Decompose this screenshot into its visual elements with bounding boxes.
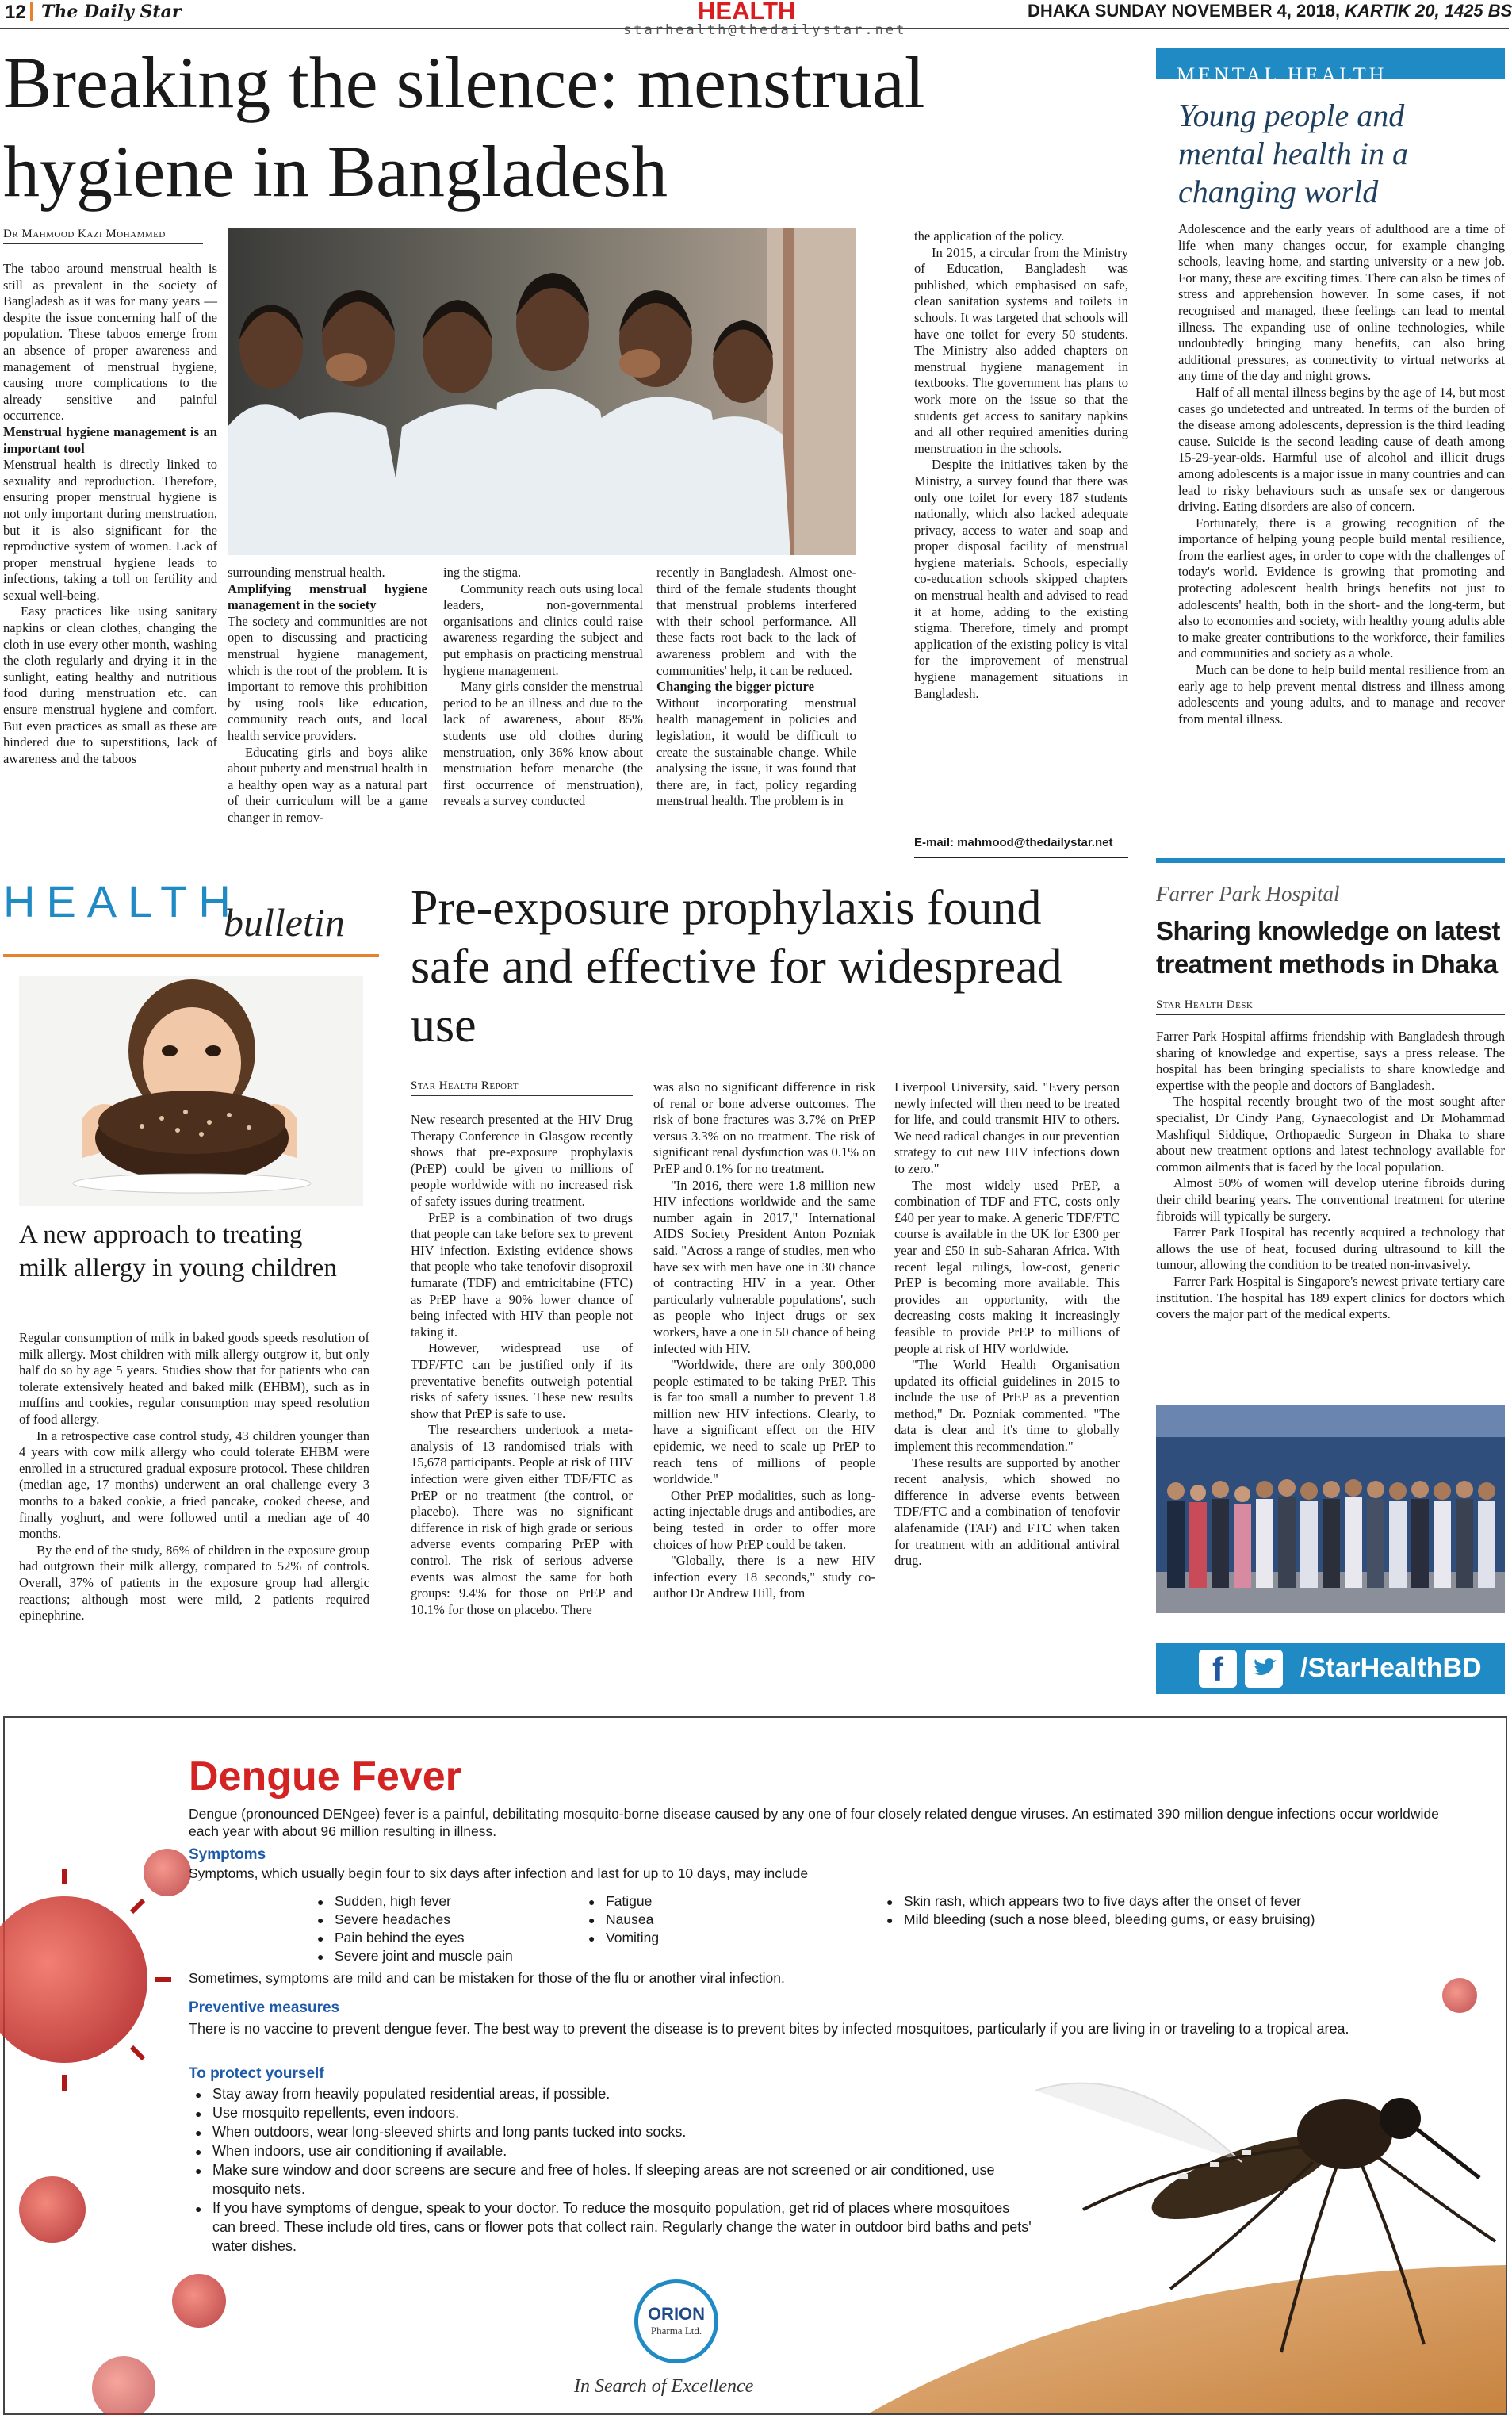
- paragraph: In a retrospective case control study, 43 children younger than 4 years with cow milk allergy who could tolerate EHBM were enrolled in a structured gradual exposure protocol. These children (median age, 17 months) underwent an oral challenge every 3 months to a baked cookie, a fried pancake, cooked cheese, and finally yoghurt, and were followed until a median age of 40 months.: [19, 1428, 369, 1542]
- mental-health-box: [1156, 48, 1505, 86]
- paragraph: the application of the policy.: [914, 228, 1065, 243]
- header-rule: [0, 28, 1509, 29]
- paragraph: The hospital recently brought two of the most sought after specialist, Dr Cindy Pang, Gynaecologist and Dr Mohammad Mashfiqul Siddique, Orthopaedic Surgeon in Dhaka to share about new treatment options and latest technology available for common ailments that is faced by the local population.: [1156, 1094, 1505, 1175]
- subheading: Menstrual hygiene management is an important tool: [3, 424, 217, 456]
- lead-column-5: [914, 228, 1128, 702]
- symptoms-list-1: [317, 1892, 513, 1965]
- dateline-english: DHAKA SUNDAY NOVEMBER 4, 2018,: [1028, 1, 1341, 21]
- farrer-kicker: Farrer Park Hospital: [1156, 882, 1340, 906]
- protect-item: ● Use mosquito repellents, even indoors.: [195, 2103, 1035, 2122]
- protect-heading: To protect yourself: [189, 2065, 324, 2082]
- lead-column-1: [3, 261, 217, 767]
- paragraph: By the end of the study, 86% of children in the exposure group had outgrown their milk allergy, compared to 52% of controls. Overall, 37% of patients in the exposure group had allergic reactions; although most were mild, 2 patients required epinephrine.: [19, 1542, 369, 1623]
- paragraph: surrounding menstrual health.: [228, 565, 385, 580]
- twitter-bird-glyph: [1245, 1650, 1283, 1688]
- dengue-intro: Dengue (pronounced DENgee) fever is a painful, debilitating mosquito-borne disease caused by any one of four closely related dengue viruses. An estimated 390 million dengue infections occur worldwide each year with about 96 million resulting in illness.: [189, 1806, 1439, 1839]
- subheading: Amplifying menstrual hygiene management in the society: [228, 581, 427, 613]
- lead-photo-schoolgirls: [228, 228, 856, 555]
- paragraph: The most widely used PrEP, a combination of TDF and FTC, costs only £40 per year to make. A generic TDF/FTC course is available in the UK for £300 per year and £50 in sub-Saharan Africa. With recent legal rulings, low-cost, generic PrEP is becoming more available. This provides an opportunity, with the decreasing costs making it increasingly feasible to provide PrEP to millions of people at risk of HIV worldwide.: [894, 1177, 1120, 1356]
- bulletin-body: [19, 1330, 369, 1624]
- masthead: [0, 0, 1512, 38]
- paragraph: New research presented at the HIV Drug Therapy Conference in Glasgow recently shows that pre-exposure prophylaxis (PrEP) could be given to millions of people worldwide with no increased risk of safety issues during treatment.: [411, 1112, 633, 1209]
- lead-headline: Breaking the silence: menstrual hygiene in Bangladesh: [3, 42, 925, 212]
- page-number: 12: [5, 2, 26, 23]
- symptom-item: ● Skin rash, which appears two to five days after the onset of fever: [886, 1892, 1315, 1911]
- paragraph: PrEP is a combination of two drugs that people can take before sex to prevent HIV infection. Existing evidence shows that people who take tenofovir disoproxil fumarate (TDF) and emtricitabine (FTC) as PrEP have a 90% lower chance of being infected with HIV than people not taking it.: [411, 1209, 633, 1340]
- paragraph: "The World Health Organisation updated its official guidelines in 2015 to include the use of PrEP as a prevention method," Dr. Pozniak commented. "The data is clear and it's time to globally implement this recommendation.": [894, 1357, 1120, 1455]
- farrer-body: [1156, 1029, 1505, 1323]
- schoolgirls-illustration: [228, 228, 856, 555]
- paragraph: Liverpool University, said. "Every person newly infected will then need to be treated for life, and could transmit HIV to others. We need radical changes in our prevention strategy to cut new HIV infections down to zero.": [894, 1079, 1120, 1176]
- social-handle[interactable]: /StarHealthBD: [1300, 1653, 1482, 1683]
- social-banner: [1156, 1643, 1505, 1694]
- paragraph: Much can be done to help build mental resilience from an early age to help prevent mental distress and illness among adolescents and young adults, and to manage and recover from mental illness.: [1178, 662, 1505, 726]
- symptom-item: ● Severe headaches: [317, 1911, 513, 1929]
- dengue-title: Dengue Fever: [189, 1754, 461, 1800]
- sponsor-logo: [634, 2279, 718, 2363]
- paragraph: Educating girls and boys alike about puberty and menstrual health in a healthy open way as a natural part of their curriculum will be a game changer in remov-: [228, 744, 427, 825]
- bulletin-orange-rule: [3, 954, 379, 957]
- symptom-item: ● Pain behind the eyes: [317, 1929, 513, 1947]
- prep-headline: Pre-exposure prophylaxis found safe and effective for widespread use: [411, 881, 1062, 1052]
- paragraph: Adolescence and the early years of adulthood are a time of life when many changes occur, for example changing schools, leaving home, and starting university or a new job. For many, these are exciting times. There can also be times of stress and apprehension however. In some cases, if not recognised and managed, these feelings can lead to mental illness. The expanding use of online technologies, while undoubtedly bringing many benefits, can also bring additional pressures, as connectivity to virtual networks at any time of the day and night grows.: [1178, 221, 1505, 384]
- paragraph: recently in Bangladesh. Almost one-third of the female students thought that menstrual problems interfered with their school performance. All these facts root back to the lack of awareness problem and with the communities' help, it can be reduced.: [656, 565, 856, 678]
- paragraph: "Worldwide, there are only 300,000 people estimated to be taking PrEP. This is far too small a number to prevent 1.8 million new HIV infections. Clearly, to have a significant effect on the HIV epidemic, we need to scale up PrEP to reach tens of millions of people worldwide.": [653, 1357, 875, 1487]
- bulletin-word-bulletin: bulletin: [224, 900, 345, 945]
- paragraph: Community reach outs using local leaders, non-governmental organisations and clinics could raise awareness regarding the subject and put emphasis on practicing menstrual hygiene management.: [443, 581, 643, 678]
- paragraph: Without incorporating menstrual health management in policies and legislation, it would be difficult to create the sustainable change. While analysing the issue, it was found that there are, in fact, policy regarding menstrual health. The problem is in: [656, 695, 856, 809]
- paragraph: Fortunately, there is a growing recognition of the importance of helping young people build mental resilience, from the earliest ages, in order to cope with the challenges of today's world. Evidence is growing that promoting and protecting adolescent health brings benefits not just to adolescents' health, both in the short- and the long-term, but also to economies and society, with healthy young adults able to make greater contributions to the workforce, their families and communities and society as a whole.: [1178, 515, 1505, 661]
- protect-item: ● Stay away from heavily populated residential areas, if possible.: [195, 2084, 1035, 2103]
- sponsor-name: ORION: [647, 2304, 706, 2324]
- paragraph: These results are supported by another recent analysis, which showed no difference in adverse events between TDF/FTC and a combination of tenofovir alafenamide (TAF) and FTC when taken for treatment with an additional antiviral drug.: [894, 1455, 1120, 1569]
- group-photo-illustration: [1156, 1405, 1505, 1613]
- paragraph: Farrer Park Hospital affirms friendship with Bangladesh through sharing of knowledge and expertise, says a press release. The hospital has been bringing specialists to share knowledge and expertise with the people and doctors of Bangladesh.: [1156, 1029, 1505, 1093]
- paragraph: In 2015, a circular from the Ministry of Education, Bangladesh was published, which emphasised on safe, clean sanitation systems and toilets in schools. It was targeted that schools will have one toilet for every 50 students. The Ministry also added chapters on menstrual hygiene management in textbooks. The government has plans to work more on the issue so that the students get access to sanitary napkins and all other required amenities during menstruation in the schools.: [914, 244, 1128, 456]
- symptom-item: ● Mild bleeding (such a nose bleed, bleeding gums, or easy bruising): [886, 1911, 1315, 1929]
- prep-column-1: [411, 1112, 633, 1618]
- protect-item: ● Make sure window and door screens are secure and free of holes. If sleeping areas are not screened or air conditioned, use mosquito nets.: [195, 2160, 1035, 2198]
- paragraph: The researchers undertook a meta-analysis of 13 randomised trials with 15,678 participants. People at risk of HIV infection were given either TDF/FTC as PrEP or no treatment (the control, or placebo). There was no significant difference in risk of high grade or serious adverse events comparing PrEP with control. The risk of serious adverse events was almost the same for both groups: 9.4% for those on PrEP and 10.1% for those on placebo. There: [411, 1422, 633, 1617]
- symptoms-list-2: [588, 1892, 659, 1947]
- farrer-byline: Star Health Desk: [1156, 999, 1505, 1015]
- lead-column-4: [656, 565, 856, 810]
- dateline: [1028, 1, 1512, 21]
- twitter-icon[interactable]: [1245, 1650, 1283, 1688]
- lead-column-2: [228, 565, 427, 826]
- prep-byline: Star Health Report: [411, 1079, 633, 1096]
- dengue-advert: [3, 1716, 1507, 2415]
- paragraph: Half of all mental illness begins by the age of 14, but most cases go undetected and untreated. In terms of the burden of the disease among adolescents, depression is the third leading cause. Suicide is the second leading cause of death among 15-29-year-olds. Harmful use of alcohol and illicit drugs among adolescents is a major issue in many countries and can lead to risky behaviours such as unsafe sex or dangerous driving. Eating disorders are also of concern.: [1178, 384, 1505, 515]
- paragraph: Farrer Park Hospital is Singapore's newest private tertiary care institution. The hospital has 189 expert clinics for doctors which covers the major part of the medical experts.: [1156, 1273, 1505, 1322]
- bulletin-photo-girl-cake: [19, 976, 363, 1206]
- facebook-icon-letter: f: [1212, 1650, 1223, 1688]
- symptom-item: ● Severe joint and muscle pain: [317, 1947, 513, 1965]
- paragraph: Menstrual health is directly linked to sexuality and reproduction. Therefore, ensuring proper menstrual hygiene is not only important during menstruation, but it is also significant for the reproductive system of women. Lack of proper menstrual hygiene leads to infections, taking a toll on fertility and sexual well-being.: [3, 457, 217, 603]
- lead-column-3: [443, 565, 643, 810]
- symptoms-list-3: [886, 1892, 1315, 1929]
- protect-item: ● If you have symptoms of dengue, speak to your doctor. To reduce the mosquito population, get rid of places where mosquitoes can breed. These include old tires, cans or flower pots that collect rain. Regularly change the water in outdoor bird baths and pets' water dishes.: [195, 2198, 1035, 2256]
- mental-health-label: MENTAL HEALTH: [1177, 63, 1388, 86]
- lead-byline: Dr Mahmood Kazi Mohammed: [3, 228, 203, 244]
- paragraph: Almost 50% of women will develop uterine fibroids during their child bearing years. The conventional treatment for uterine fibroids will typically be surgery.: [1156, 1175, 1505, 1224]
- mental-health-headline: Young people and mental health in a changing world: [1178, 98, 1408, 209]
- paragraph: Despite the initiatives taken by the Ministry, a survey found that there was only one toilet for every 187 students nationally, which also lacked adequate privacy, access to water and soap and proper disposal facility of menstrual hygiene materials. Schools, especially co-education schools skipped chapters on menstrual health and advised to read it at home, adding to the existing stigma. Therefore, timely and prompt application of the existing policy is vital for the improvement of menstrual hygiene management situations in Bangladesh.: [914, 457, 1128, 701]
- symptom-item: ● Vomiting: [588, 1929, 659, 1947]
- protect-item: ● When outdoors, wear long-sleeved shirts and long pants tucked into socks.: [195, 2122, 1035, 2141]
- paragraph: However, widespread use of TDF/FTC can be justified only if its preventative benefits outweigh potential risks of safety issues. These new results show that PrEP is safe to use.: [411, 1340, 633, 1421]
- paragraph: ing the stigma.: [443, 565, 522, 580]
- lead-author-email: E-mail: mahmood@thedailystar.net: [914, 836, 1113, 849]
- paragraph: Easy practices like using sanitary napkins or clean clothes, changing the cloth in use every other month, washing the cloth regularly and drying it in the sunlight, eating healthy and nutritious food during menstruation etc. can ensure menstrual hygiene and comfort. But even practices as small as these are hindered due to superstitions, lack of awareness and the taboos: [3, 604, 217, 766]
- facebook-icon[interactable]: [1199, 1650, 1237, 1688]
- paragraph: Farrer Park Hospital has recently acquired a technology that allows the use of heat, focused during ultrasound to kill the tumour, allowing the condition to be treated non-invasively.: [1156, 1225, 1505, 1273]
- mild-symptoms-note: Sometimes, symptoms are mild and can be mistaken for those of the flu or another viral infection.: [189, 1970, 785, 1986]
- paper-name-logo: The Daily Star: [41, 2, 182, 22]
- lead-end-rule: [914, 857, 1128, 858]
- paragraph: Regular consumption of milk in baked goods speeds resolution of milk allergy. Most children with milk allergy outgrow it, but only half do so by age 5 years. Studies show that for patients who can tolerate extensively heated and baked milk (EHBM), such as in muffins and cookies, regular consumption may speed resolution of food allergy.: [19, 1330, 369, 1427]
- bulletin-headline: A new approach to treating milk allergy in young children: [19, 1221, 337, 1282]
- girl-eating-cake-illustration: [19, 976, 363, 1206]
- paragraph: The society and communities are not open to discussing and practicing menstrual hygiene management, which is the root of the problem. It is important to remove this prohibition by using tools like education, community reach outs, and local health service providers.: [228, 613, 427, 743]
- symptoms-heading: Symptoms: [189, 1846, 266, 1863]
- symptoms-intro: Symptoms, which usually begin four to six days after infection and last for up to 10 days, may include: [189, 1865, 809, 1881]
- subheading: Changing the bigger picture: [656, 679, 814, 695]
- prevent-heading: Preventive measures: [189, 1999, 340, 2016]
- protect-list: [195, 2084, 1035, 2256]
- symptom-item: ● Sudden, high fever: [317, 1892, 513, 1911]
- paragraph: was also no significant difference in risk of renal or bone adverse outcomes. The risk of bone fractures was 3.7% on PrEP versus 3.3% on no treatment. The risk of significant renal dysfunction was 0.1% on PrEP and 0.1% for no treatment.: [653, 1079, 875, 1176]
- mental-health-body: [1178, 221, 1505, 727]
- paragraph: The taboo around menstrual health is still as prevalent in the society of Bangladesh as it was for many years — despite the issue concerning half of the population. These taboos emerge from an absence of proper awareness and management of menstrual hygiene, causing more complications to the already sensitive and painful occurrence.: [3, 261, 217, 424]
- paragraph: "In 2016, there were 1.8 million new HIV infections worldwide and the same number again in 2017," International AIDS Society President Anton Pozniak said. "Across a range of studies, men who have sex with men have one in 30 chance of contracting HIV in a year. Other particularly vulnerable populations', such as people who inject drugs or sex workers, have a one in 50 chance of being infected with HIV.: [653, 1177, 875, 1356]
- page-number-divider: [30, 2, 33, 21]
- dateline-bangla: KARTIK 20, 1425 BS: [1345, 1, 1512, 21]
- prep-column-2: [653, 1079, 875, 1602]
- virus-large-icon: [0, 1869, 171, 2091]
- farrer-headline: Sharing knowledge on latest treatment methods in Dhaka: [1156, 916, 1500, 979]
- paragraph: "Globally, there is a new HIV infection every 18 seconds," study co-author Dr Andrew Hill, from: [653, 1553, 875, 1601]
- symptom-item: ● Fatigue: [588, 1892, 659, 1911]
- section-name: HEALTH: [698, 0, 796, 25]
- prep-column-3: [894, 1079, 1120, 1570]
- paragraph: Other PrEP modalities, such as long-acting injectable drugs and antibodies, are being tested in order to offer more choices of how PrEP could be taken.: [653, 1487, 875, 1552]
- sponsor-subname: Pharma Ltd.: [650, 2325, 702, 2336]
- farrer-group-photo: [1156, 1405, 1505, 1613]
- section-email: starhealth@thedailystar.net: [623, 22, 907, 38]
- bulletin-word-health: HEALTH: [3, 876, 242, 926]
- sponsor-tagline: In Search of Excellence: [574, 2376, 754, 2397]
- prevent-text: There is no vaccine to prevent dengue fever. The best way to prevent the disease is to prevent bites by infected mosquitoes, particularly if you are living in or traveling to a tropical area.: [189, 2021, 1349, 2037]
- symptom-item: ● Nausea: [588, 1911, 659, 1929]
- paragraph: Many girls consider the menstrual period to be an illness and due to the lack of awareness, about 85% students use old clothes during menstruation, only 36% know about menstruation before menarche (the first occurrence of menstruation), reveals a survey conducted: [443, 679, 643, 809]
- mental-health-rule: [1156, 858, 1505, 863]
- protect-item: ● When indoors, use air conditioning if available.: [195, 2141, 1035, 2160]
